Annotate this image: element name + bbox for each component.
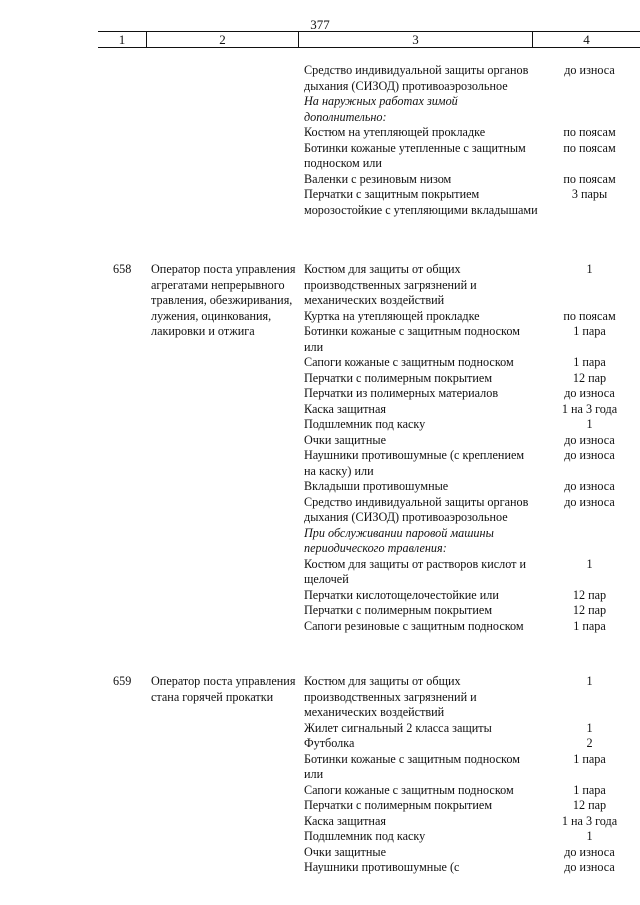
- ppe-item-quantity: 12 пар: [572, 603, 607, 617]
- list-item: [304, 479, 640, 495]
- list-item: [304, 674, 640, 721]
- condition-note: На наружных работах зимой дополнительно:: [304, 94, 458, 124]
- page-number: 377: [310, 17, 330, 32]
- list-item: [304, 829, 640, 845]
- ppe-item-name: Перчатки с полимерным покрытием: [304, 370, 493, 385]
- ppe-item-name: Жилет сигнальный 2 класса защиты: [304, 720, 492, 735]
- list-item: [304, 433, 640, 449]
- condition-note: При обслуживании паровой машины периодического травления:: [304, 525, 494, 555]
- ppe-item-quantity: до износа: [564, 63, 615, 77]
- ppe-item-quantity: до износа: [564, 494, 615, 509]
- profession-name: Оператор поста управления агрегатами непрерывного травления, обезжиривания, лужения, оцинкования, лакировки и отжига: [151, 262, 296, 338]
- ppe-item-quantity: по поясам: [563, 140, 616, 155]
- ppe-item-quantity: 1 пара: [573, 751, 606, 766]
- ppe-item-quantity: по поясам: [563, 125, 616, 139]
- ppe-item-name: Подшлемник под каску: [304, 417, 426, 431]
- ppe-item-quantity: 1: [586, 556, 593, 571]
- ppe-item-name: Каска защитная: [304, 813, 386, 828]
- ppe-item-name: Перчатки из полимерных материалов: [304, 386, 499, 400]
- ppe-item-name: Валенки с резиновым низом: [304, 171, 452, 186]
- list-item: [304, 798, 640, 814]
- ppe-item-quantity: до износа: [564, 448, 615, 462]
- ppe-item-quantity: 1: [586, 417, 593, 431]
- ppe-item-quantity: до износа: [564, 432, 615, 447]
- ppe-item-name: Сапоги резиновые с защитным подноском: [304, 618, 524, 633]
- ppe-item-name: Перчатки с защитным покрытием морозостойкие с утепляющими вкладышами: [304, 187, 538, 217]
- ppe-item-quantity: до износа: [564, 386, 615, 400]
- ppe-item-name: Подшлемник под каску: [304, 829, 426, 843]
- list-item: [304, 603, 640, 619]
- list-item: [304, 63, 640, 94]
- ppe-item-name: Костюм для защиты от растворов кислот и щелочей: [304, 556, 527, 586]
- ppe-item-name: Перчатки с полимерным покрытием: [304, 603, 493, 617]
- ppe-item-name: Наушники противошумные (с креплением на каску) или: [304, 448, 525, 478]
- ppe-item-name: Костюм для защиты от общих производственных загрязнений и механических воздействий: [304, 674, 477, 719]
- ppe-item-name: Ботинки кожаные с защитным подноском или: [304, 751, 520, 781]
- list-item: [304, 495, 640, 526]
- ppe-item-quantity: по поясам: [563, 171, 616, 186]
- list-item: [304, 721, 640, 737]
- list-item: [304, 386, 640, 402]
- list-item: [304, 402, 640, 418]
- ppe-list: [304, 63, 640, 218]
- list-item: [304, 309, 640, 325]
- ppe-item-name: Средство индивидуальной защиты органов дыхания (СИЗОД) противоаэрозольное: [304, 63, 529, 93]
- list-item: [304, 125, 640, 141]
- column-header-2: 2: [219, 32, 226, 47]
- ppe-item-quantity: 1: [586, 674, 593, 688]
- ppe-item-name: Костюм на утепляющей прокладке: [304, 125, 486, 139]
- list-item: [304, 557, 640, 588]
- ppe-item-quantity: 1: [586, 829, 593, 843]
- ppe-item-quantity: по поясам: [563, 308, 616, 323]
- ppe-item-quantity: 1: [586, 262, 593, 276]
- ppe-item-quantity: 1 пара: [573, 324, 606, 338]
- column-header-4: 4: [583, 32, 590, 47]
- list-item: [304, 141, 640, 172]
- row-number: 658: [113, 262, 132, 276]
- ppe-item-quantity: до износа: [564, 860, 615, 874]
- ppe-item-name: Очки защитные: [304, 844, 386, 859]
- list-item: [304, 845, 640, 861]
- table-header: [98, 31, 640, 48]
- ppe-list: [304, 262, 640, 634]
- list-item: [304, 262, 640, 309]
- column-header-3: 3: [412, 32, 419, 47]
- ppe-item-quantity: 2: [586, 736, 593, 750]
- ppe-item-quantity: 12 пар: [572, 798, 607, 812]
- list-item: [304, 448, 640, 479]
- ppe-list: [304, 674, 640, 876]
- profession-name: Оператор поста управления стана горячей прокатки: [151, 674, 296, 704]
- row-number: 659: [113, 674, 132, 688]
- ppe-item-quantity: 1: [586, 720, 593, 735]
- ppe-item-quantity: 1 пара: [573, 355, 606, 369]
- list-item: [304, 417, 640, 433]
- list-item: [304, 814, 640, 830]
- ppe-item-name: Куртка на утепляющей прокладке: [304, 308, 480, 323]
- ppe-item-name: Средство индивидуальной защиты органов дыхания (СИЗОД) противоаэрозольное: [304, 494, 529, 524]
- list-item: [304, 172, 640, 188]
- list-item: [304, 187, 640, 218]
- ppe-item-name: Сапоги кожаные с защитным подноском: [304, 782, 514, 797]
- list-item: [304, 736, 640, 752]
- ppe-item-name: Перчатки кислотощелочестойкие или: [304, 587, 499, 602]
- list-item: [304, 355, 640, 371]
- ppe-item-name: Наушники противошумные (с: [304, 860, 460, 874]
- list-item: [304, 752, 640, 783]
- list-item: [304, 783, 640, 799]
- list-item: [304, 860, 640, 876]
- list-item: [304, 371, 640, 387]
- ppe-item-name: Перчатки с полимерным покрытием: [304, 798, 493, 812]
- list-item: [304, 324, 640, 355]
- ppe-item-name: Каска защитная: [304, 401, 386, 416]
- ppe-item-name: Футболка: [304, 736, 355, 750]
- ppe-item-quantity: 12 пар: [572, 587, 607, 602]
- ppe-item-quantity: 1 пара: [573, 618, 606, 633]
- ppe-item-name: Очки защитные: [304, 432, 386, 447]
- ppe-item-name: Ботинки кожаные с защитным подноском или: [304, 324, 520, 354]
- ppe-item-quantity: 3 пары: [571, 187, 608, 201]
- ppe-item-name: Ботинки кожаные утепленные с защитным подноском или: [304, 140, 526, 170]
- ppe-item-name: Сапоги кожаные с защитным подноском: [304, 355, 514, 369]
- column-header-1: 1: [118, 32, 126, 47]
- list-item: [304, 588, 640, 604]
- ppe-item-quantity: 12 пар: [572, 370, 607, 385]
- ppe-item-name: Вкладыши противошумные: [304, 479, 449, 493]
- ppe-item-name: Костюм для защиты от общих производственных загрязнений и механических воздействий: [304, 262, 477, 307]
- ppe-item-quantity: до износа: [564, 479, 615, 493]
- ppe-item-quantity: 1 на 3 года: [561, 401, 618, 416]
- ppe-item-quantity: до износа: [564, 844, 615, 859]
- ppe-item-quantity: 1 пара: [573, 782, 606, 797]
- ppe-item-quantity: 1 на 3 года: [561, 813, 618, 828]
- list-item: [304, 619, 640, 635]
